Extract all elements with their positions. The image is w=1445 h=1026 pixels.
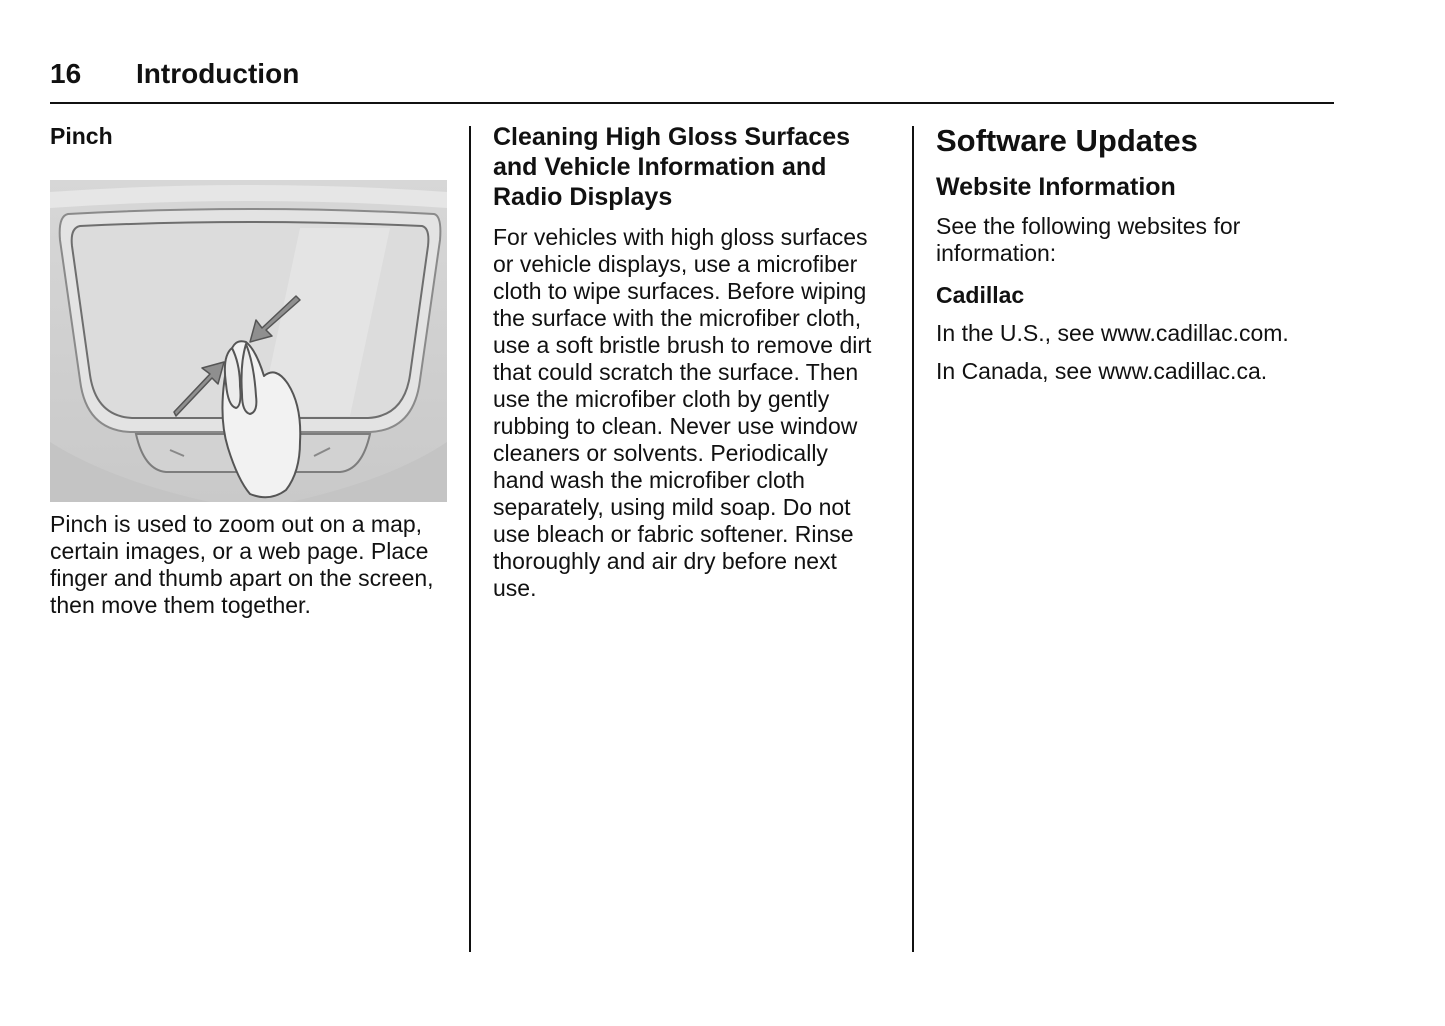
cleaning-heading-line-3: Radio Displays	[493, 183, 673, 211]
pinch-heading: Pinch	[50, 123, 113, 149]
cleaning-heading-line-1: Cleaning High Gloss Surfaces	[493, 123, 851, 151]
website-information-heading: Website Information	[936, 173, 1176, 201]
us-website-line: In the U.S., see www.cadillac.com.	[936, 320, 1289, 346]
section-title: Introduction	[136, 58, 300, 89]
column-cleaning	[493, 118, 893, 602]
pinch-gesture-illustration	[50, 180, 447, 502]
column-pinch	[50, 118, 450, 619]
column-divider-left	[469, 126, 471, 952]
pinch-description: Pinch is used to zoom out on a map, certain images, or a web page. Place finger and thumb apart on the screen, then move them together.	[50, 511, 434, 618]
header-rule	[50, 102, 1334, 104]
page-header	[50, 56, 299, 92]
cadillac-heading: Cadillac	[936, 282, 1025, 308]
websites-intro: See the following websites for information:	[936, 213, 1241, 266]
software-updates-title: Software Updates	[936, 123, 1198, 158]
canada-website-line: In Canada, see www.cadillac.ca.	[936, 358, 1268, 384]
cleaning-heading	[493, 122, 893, 212]
column-divider-right	[912, 126, 914, 952]
cleaning-body: For vehicles with high gloss surfaces or vehicle displays, use a microfiber cloth to wipe surfaces. Before wiping the surface with the microfiber cloth, use a soft bristle brush to remove dirt that could scratch the surface. Then use the microfiber cloth by gently rubbing to clean. Never use window cleaners or solvents. Periodically hand wash the microfiber cloth separately, using mild soap. Do not use bleach or fabric softener. Rinse thoroughly and air dry before next use.	[493, 224, 872, 601]
cleaning-heading-line-2: and Vehicle Information and	[493, 153, 827, 181]
column-software-updates	[936, 118, 1336, 385]
page-number: 16	[50, 58, 82, 89]
